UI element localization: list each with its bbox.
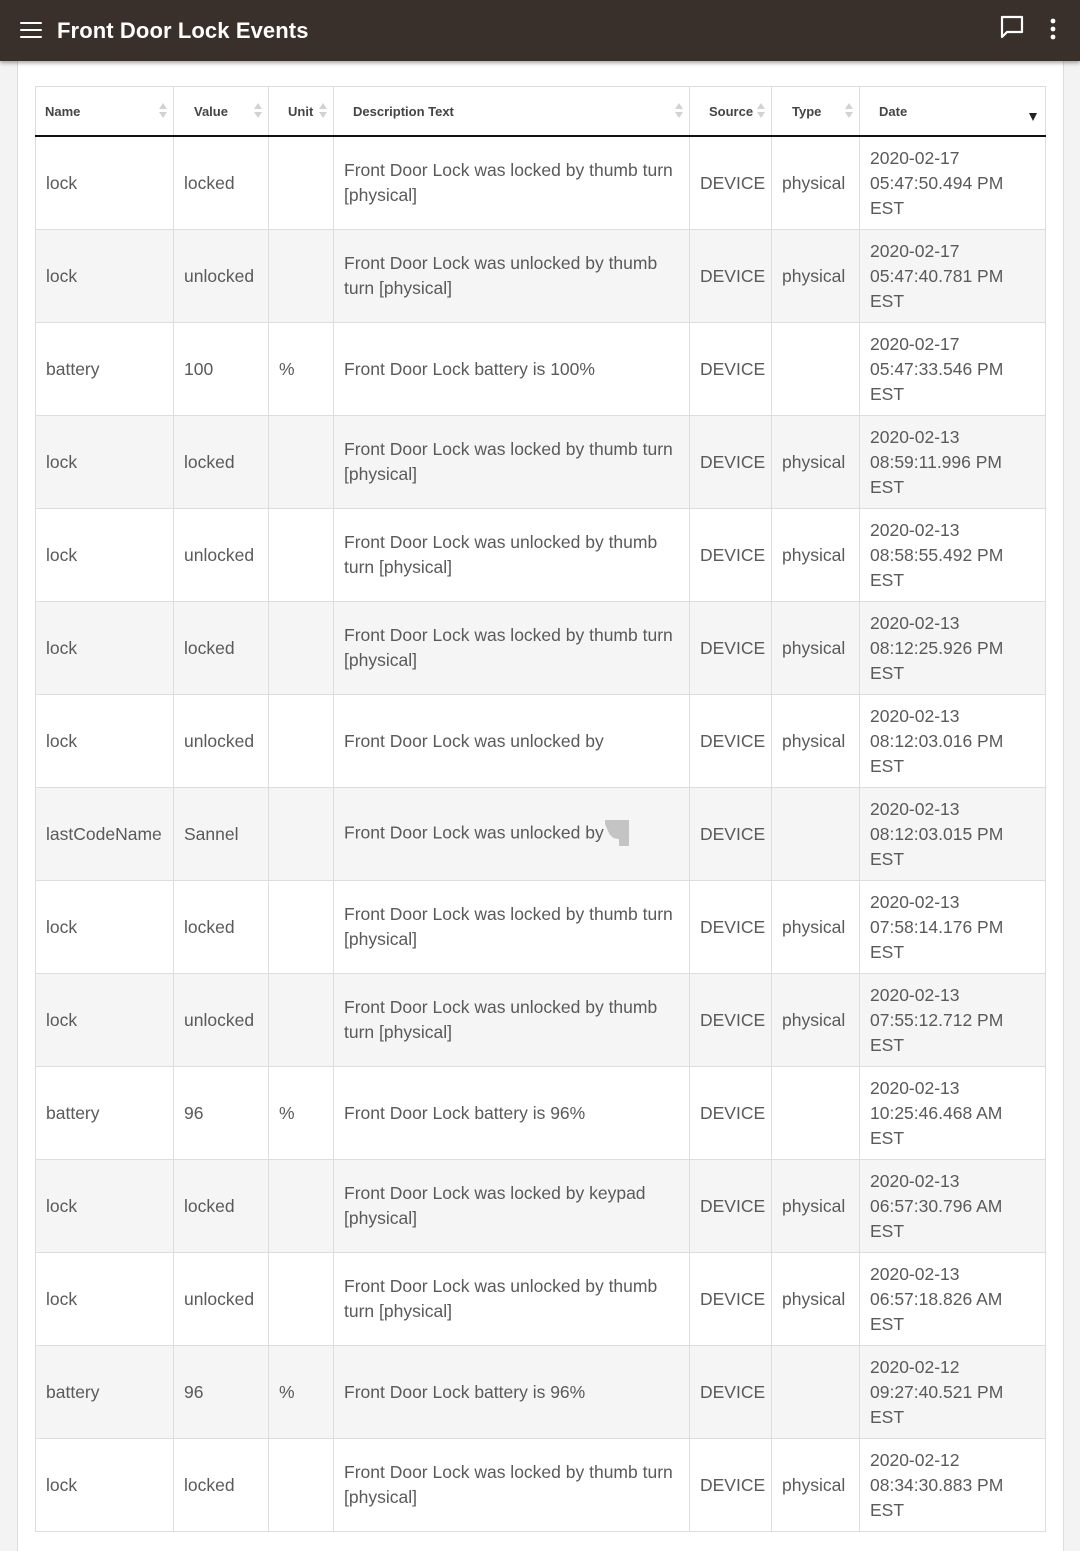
cell-description: Front Door Lock was unlocked by thumb turn [physical] [334, 509, 690, 602]
column-header-value[interactable]: Value [174, 87, 269, 137]
cell-type: physical [772, 1439, 860, 1532]
cell-name: battery [36, 1346, 174, 1439]
cell-unit [269, 1439, 334, 1532]
cell-unit [269, 416, 334, 509]
cell-name: battery [36, 1067, 174, 1160]
cell-date: 2020-02-17 05:47:40.781 PM EST [860, 230, 1046, 323]
cell-date: 2020-02-13 06:57:30.796 AM EST [860, 1160, 1046, 1253]
cell-date: 2020-02-13 07:58:14.176 PM EST [860, 881, 1046, 974]
cell-value: 100 [174, 323, 269, 416]
table-row[interactable] [36, 695, 1046, 788]
cell-description: Front Door Lock was unlocked by [334, 695, 690, 788]
cell-source: DEVICE [690, 1160, 772, 1253]
cell-description: Front Door Lock was locked by thumb turn [physical] [334, 136, 690, 230]
page-title: Front Door Lock Events [57, 18, 309, 43]
cell-date: 2020-02-12 09:27:40.521 PM EST [860, 1346, 1046, 1439]
redaction-mark [605, 820, 629, 848]
cell-type: physical [772, 1253, 860, 1346]
table-header-row [36, 87, 1046, 137]
cell-source: DEVICE [690, 1067, 772, 1160]
sort-icon [159, 103, 167, 119]
cell-source: DEVICE [690, 1253, 772, 1346]
cell-value: unlocked [174, 509, 269, 602]
cell-date: 2020-02-12 08:34:30.883 PM EST [860, 1439, 1046, 1532]
cell-name: lock [36, 136, 174, 230]
cell-description: Front Door Lock was unlocked by thumb turn [physical] [334, 1253, 690, 1346]
cell-source: DEVICE [690, 509, 772, 602]
table-row[interactable] [36, 1253, 1046, 1346]
cell-value: unlocked [174, 230, 269, 323]
cell-source: DEVICE [690, 230, 772, 323]
table-row[interactable] [36, 1160, 1046, 1253]
cell-date: 2020-02-17 05:47:33.546 PM EST [860, 323, 1046, 416]
cell-date: 2020-02-13 08:12:25.926 PM EST [860, 602, 1046, 695]
cell-name: lock [36, 695, 174, 788]
cell-name: lock [36, 602, 174, 695]
cell-source: DEVICE [690, 788, 772, 881]
cell-name: lock [36, 1160, 174, 1253]
cell-name: lock [36, 416, 174, 509]
cell-date: 2020-02-13 08:12:03.016 PM EST [860, 695, 1046, 788]
cell-description: Front Door Lock battery is 96% [334, 1346, 690, 1439]
cell-name: lock [36, 509, 174, 602]
cell-date: 2020-02-13 07:55:12.712 PM EST [860, 974, 1046, 1067]
table-row[interactable] [36, 881, 1046, 974]
hamburger-menu-icon[interactable] [20, 22, 42, 38]
cell-type: physical [772, 602, 860, 695]
cell-source: DEVICE [690, 602, 772, 695]
column-header-description[interactable]: Description Text [334, 87, 690, 137]
cell-date: 2020-02-13 06:57:18.826 AM EST [860, 1253, 1046, 1346]
cell-value: locked [174, 1160, 269, 1253]
cell-type: physical [772, 974, 860, 1067]
cell-type: physical [772, 416, 860, 509]
cell-type [772, 323, 860, 416]
cell-unit [269, 509, 334, 602]
cell-source: DEVICE [690, 416, 772, 509]
cell-name: lock [36, 881, 174, 974]
sort-icon [319, 103, 327, 119]
cell-type: physical [772, 136, 860, 230]
table-row[interactable] [36, 230, 1046, 323]
cell-source: DEVICE [690, 881, 772, 974]
chat-bubble-icon[interactable] [999, 14, 1025, 40]
app-header [0, 0, 1080, 61]
table-row[interactable] [36, 323, 1046, 416]
cell-description [334, 788, 690, 881]
cell-source: DEVICE [690, 136, 772, 230]
cell-type: physical [772, 881, 860, 974]
cell-description: Front Door Lock was unlocked by thumb turn [physical] [334, 230, 690, 323]
cell-value: locked [174, 416, 269, 509]
cell-unit [269, 974, 334, 1067]
cell-description: Front Door Lock was unlocked by thumb turn [physical] [334, 974, 690, 1067]
cell-unit [269, 230, 334, 323]
cell-date: 2020-02-17 05:47:50.494 PM EST [860, 136, 1046, 230]
cell-value: unlocked [174, 1253, 269, 1346]
cell-source: DEVICE [690, 695, 772, 788]
cell-unit [269, 881, 334, 974]
cell-unit [269, 1253, 334, 1346]
cell-name: lock [36, 974, 174, 1067]
cell-description: Front Door Lock was locked by thumb turn [physical] [334, 602, 690, 695]
cell-type [772, 1346, 860, 1439]
cell-name: lock [36, 1439, 174, 1532]
column-header-name[interactable]: Name [36, 87, 174, 137]
cell-type: physical [772, 509, 860, 602]
cell-unit [269, 136, 334, 230]
cell-unit: % [269, 1067, 334, 1160]
cell-description: Front Door Lock was locked by thumb turn [physical] [334, 416, 690, 509]
cell-value: locked [174, 136, 269, 230]
cell-value: 96 [174, 1346, 269, 1439]
cell-unit: % [269, 323, 334, 416]
column-header-type[interactable]: Type [772, 87, 860, 137]
sort-icon [757, 103, 765, 119]
table-row[interactable] [36, 1346, 1046, 1439]
events-table [35, 86, 1046, 1532]
cell-value: locked [174, 1439, 269, 1532]
cell-unit [269, 1160, 334, 1253]
table-row[interactable] [36, 416, 1046, 509]
table-row[interactable] [36, 1067, 1046, 1160]
table-row[interactable] [36, 136, 1046, 230]
cell-unit [269, 788, 334, 881]
cell-unit [269, 695, 334, 788]
cell-type: physical [772, 230, 860, 323]
cell-source: DEVICE [690, 974, 772, 1067]
column-header-date[interactable]: Date [860, 87, 1046, 137]
cell-value: locked [174, 602, 269, 695]
cell-description: Front Door Lock battery is 96% [334, 1067, 690, 1160]
cell-date: 2020-02-13 08:12:03.015 PM EST [860, 788, 1046, 881]
cell-description: Front Door Lock was locked by keypad [physical] [334, 1160, 690, 1253]
cell-value: locked [174, 881, 269, 974]
cell-type: physical [772, 695, 860, 788]
cell-value: unlocked [174, 695, 269, 788]
cell-type [772, 788, 860, 881]
cell-name: battery [36, 323, 174, 416]
sort-icon [675, 103, 683, 119]
cell-name: lastCodeName [36, 788, 174, 881]
table-row[interactable] [36, 1439, 1046, 1532]
description-text: Front Door Lock was unlocked by [344, 822, 604, 843]
cell-date: 2020-02-13 08:58:55.492 PM EST [860, 509, 1046, 602]
sort-icon [254, 103, 262, 119]
cell-source: DEVICE [690, 323, 772, 416]
cell-description: Front Door Lock was locked by thumb turn [physical] [334, 1439, 690, 1532]
cell-name: lock [36, 230, 174, 323]
cell-description: Front Door Lock battery is 100% [334, 323, 690, 416]
more-vertical-icon[interactable] [1043, 16, 1063, 42]
cell-type: physical [772, 1160, 860, 1253]
table-row[interactable] [36, 509, 1046, 602]
column-header-unit[interactable]: Unit [269, 87, 334, 137]
table-row[interactable] [36, 602, 1046, 695]
cell-source: DEVICE [690, 1346, 772, 1439]
column-header-source[interactable]: Source [690, 87, 772, 137]
sort-icon [845, 103, 853, 119]
cell-description: Front Door Lock was locked by thumb turn [physical] [334, 881, 690, 974]
cell-unit [269, 602, 334, 695]
cell-date: 2020-02-13 08:59:11.996 PM EST [860, 416, 1046, 509]
cell-value: Sannel [174, 788, 269, 881]
cell-unit: % [269, 1346, 334, 1439]
cell-value: 96 [174, 1067, 269, 1160]
cell-source: DEVICE [690, 1439, 772, 1532]
sort-descending-icon [1029, 113, 1037, 121]
cell-date: 2020-02-13 10:25:46.468 AM EST [860, 1067, 1046, 1160]
table-row[interactable] [36, 788, 1046, 881]
cell-value: unlocked [174, 974, 269, 1067]
table-row[interactable] [36, 974, 1046, 1067]
cell-name: lock [36, 1253, 174, 1346]
cell-type [772, 1067, 860, 1160]
